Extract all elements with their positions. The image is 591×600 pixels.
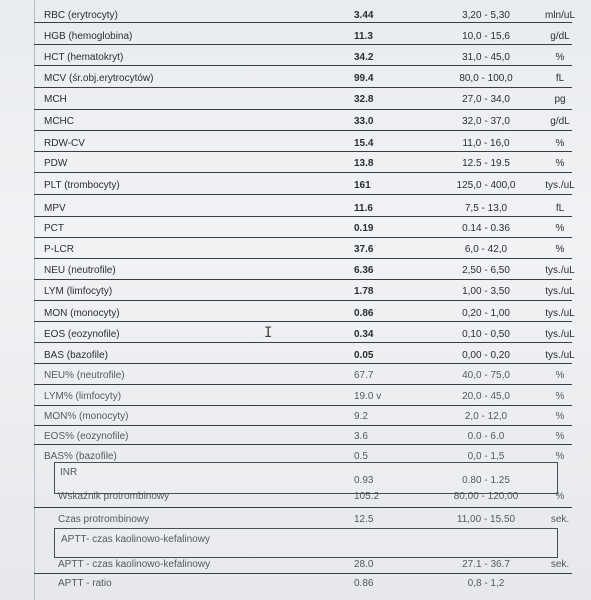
- result-value: 99.4: [354, 73, 374, 84]
- test-name: MON% (monocyty): [44, 411, 129, 422]
- unit-label: fL: [555, 203, 565, 214]
- row-divider: [34, 194, 572, 195]
- row-divider: [34, 258, 572, 259]
- reference-range: 0.0 - 6.0: [467, 431, 505, 442]
- reference-range: 32,0 - 37,0: [462, 116, 510, 127]
- unit-label: %: [555, 391, 565, 402]
- row-divider: [34, 87, 572, 88]
- unit-label: %: [555, 223, 565, 234]
- test-name: RBC (erytrocyty): [44, 10, 118, 21]
- reference-range: 80,00 - 120,00: [453, 491, 519, 502]
- reference-range: 80,0 - 100,0: [459, 73, 513, 84]
- unit-label: %: [555, 158, 565, 169]
- reference-range: 11,0 - 16,0: [462, 138, 510, 149]
- reference-range: 125,0 - 400,0: [456, 180, 516, 191]
- result-value: 3.6: [354, 431, 368, 442]
- row-divider: [34, 216, 572, 217]
- unit-label: tys./uL: [545, 308, 575, 319]
- row-divider: [34, 130, 572, 131]
- reference-range: 10,0 - 15,6: [462, 31, 510, 42]
- reference-range: 6,0 - 42,0: [464, 244, 508, 255]
- reference-range: 27,0 - 34,0: [462, 94, 510, 105]
- result-value: 32.8: [354, 94, 374, 105]
- text-cursor-icon: I: [264, 325, 273, 341]
- result-value: 0.86: [354, 308, 374, 319]
- test-name: APTT - czas kaolinowo-kefalinowy: [58, 559, 211, 570]
- test-name: RDW-CV: [44, 138, 85, 149]
- result-value: 0.19: [354, 223, 374, 234]
- result-value: 6.36: [354, 265, 374, 276]
- row-divider: [34, 507, 572, 508]
- test-name: NEU% (neutrofile): [44, 370, 125, 381]
- row-divider: [34, 444, 572, 445]
- reference-range: 11,00 - 15.50: [456, 514, 516, 525]
- row-divider: [34, 321, 572, 322]
- result-value: 13.8: [354, 158, 374, 169]
- test-name: MCV (śr.obj.erytrocytów): [44, 73, 154, 84]
- test-name: LYM% (limfocyty): [44, 391, 122, 402]
- unit-label: tys./uL: [545, 265, 575, 276]
- result-value: 3.44: [354, 10, 374, 21]
- unit-label: %: [555, 431, 565, 442]
- row-divider: [34, 44, 572, 45]
- row-divider: [34, 384, 572, 385]
- test-name: PDW: [44, 158, 68, 169]
- test-name: MCH: [44, 94, 67, 105]
- test-name: LYM (limfocyty): [44, 286, 113, 297]
- reference-range: 20,0 - 45,0: [462, 391, 510, 402]
- reference-range: 31,0 - 45,0: [462, 52, 510, 63]
- unit-label: sek.: [550, 559, 570, 570]
- test-name: Czas protrombinowy: [58, 514, 150, 525]
- row-divider: [34, 363, 572, 364]
- result-value: 9.2: [354, 411, 368, 422]
- test-name: NEU (neutrofile): [44, 265, 116, 276]
- unit-label: tys./uL: [545, 350, 575, 361]
- test-name: APTT - ratio: [58, 578, 112, 589]
- unit-label: g/dL: [550, 31, 570, 42]
- reference-range: 0,10 - 0,50: [462, 329, 510, 340]
- unit-label: tys./uL: [545, 286, 575, 297]
- test-name: EOS (eozynofile): [44, 329, 120, 340]
- reference-range: 0,8 - 1,2: [467, 578, 505, 589]
- unit-label: tys./uL: [545, 329, 575, 340]
- unit-label: mln/uL: [544, 10, 575, 21]
- reference-range: 12.5 - 19.5: [462, 158, 510, 169]
- result-value: 0.34: [354, 329, 374, 340]
- result-value: 67.7: [354, 370, 374, 381]
- result-value: 0.86: [354, 578, 374, 589]
- reference-range: 0,20 - 1,00: [462, 308, 510, 319]
- reference-range: 3,20 - 5,30: [462, 10, 510, 21]
- row-divider: [34, 279, 572, 280]
- result-value: 37.6: [354, 244, 374, 255]
- reference-range: 40,0 - 75,0: [462, 370, 510, 381]
- unit-label: pg: [554, 94, 566, 105]
- result-value: 0.5: [354, 451, 368, 462]
- result-value: 28.0: [354, 559, 374, 570]
- reference-range: 0,00 - 0,20: [462, 350, 510, 361]
- test-name: BAS (bazofile): [44, 350, 108, 361]
- test-name: HGB (hemoglobina): [44, 31, 133, 42]
- result-value: 19.0 v: [354, 391, 382, 402]
- test-name: BAS% (bazofile): [44, 451, 117, 462]
- row-divider: [34, 573, 572, 574]
- unit-label: %: [555, 52, 565, 63]
- test-name: Wskaźnik protrombinowy: [58, 491, 170, 502]
- reference-range: 2,0 - 12,0: [464, 411, 508, 422]
- test-name: MPV: [44, 203, 66, 214]
- test-name: HCT (hematokryt): [44, 52, 124, 63]
- reference-range: 7,5 - 13,0: [464, 203, 508, 214]
- reference-range: 0.80 - 1.25: [462, 475, 510, 486]
- test-name: P-LCR: [44, 244, 75, 255]
- row-divider: [34, 237, 572, 238]
- aptt-header-label: APTT- czas kaolinowo-kefalinowy: [61, 534, 210, 545]
- row-divider: [34, 425, 572, 426]
- unit-label: %: [555, 244, 565, 255]
- row-divider: [34, 342, 572, 343]
- row-divider: [34, 151, 572, 152]
- reference-range: 27.1 - 36.7: [462, 559, 510, 570]
- result-value: 1.78: [354, 286, 374, 297]
- aptt-header-box: [54, 528, 558, 558]
- test-name: MCHC: [44, 116, 74, 127]
- row-divider: [34, 65, 572, 66]
- unit-label: tys./uL: [545, 180, 575, 191]
- row-divider: [34, 300, 572, 301]
- reference-range: 1,00 - 3,50: [462, 286, 510, 297]
- result-value: 11.6: [354, 203, 373, 214]
- unit-label: %: [555, 370, 565, 381]
- test-name: EOS% (eozynofile): [44, 431, 129, 442]
- reference-range: 2,50 - 6,50: [462, 265, 510, 276]
- row-divider: [34, 405, 572, 406]
- result-value: 105.2: [354, 491, 380, 502]
- unit-label: %: [555, 451, 565, 462]
- test-name: MON (monocyty): [44, 308, 120, 319]
- result-value: 12.5: [354, 514, 374, 525]
- row-divider: [34, 172, 572, 173]
- result-value: 161: [354, 180, 371, 191]
- test-name: PLT (trombocyty): [44, 180, 120, 191]
- result-value: 0.93: [354, 475, 374, 486]
- result-value: 34.2: [354, 52, 374, 63]
- result-value: 15.4: [354, 138, 374, 149]
- test-name: PCT: [44, 223, 64, 234]
- row-divider: [34, 22, 572, 23]
- row-divider: [34, 109, 572, 110]
- unit-label: g/dL: [550, 116, 570, 127]
- reference-range: 0.14 - 0.36: [462, 223, 510, 234]
- reference-range: 0,0 - 1,5: [467, 451, 505, 462]
- unit-label: %: [555, 138, 565, 149]
- unit-label: sek.: [550, 514, 570, 525]
- unit-label: %: [555, 491, 565, 502]
- unit-label: %: [555, 411, 565, 422]
- unit-label: fL: [555, 73, 565, 84]
- result-value: 0.05: [354, 350, 374, 361]
- result-value: 33.0: [354, 116, 374, 127]
- result-value: 11.3: [354, 31, 373, 42]
- test-name: INR: [60, 467, 78, 478]
